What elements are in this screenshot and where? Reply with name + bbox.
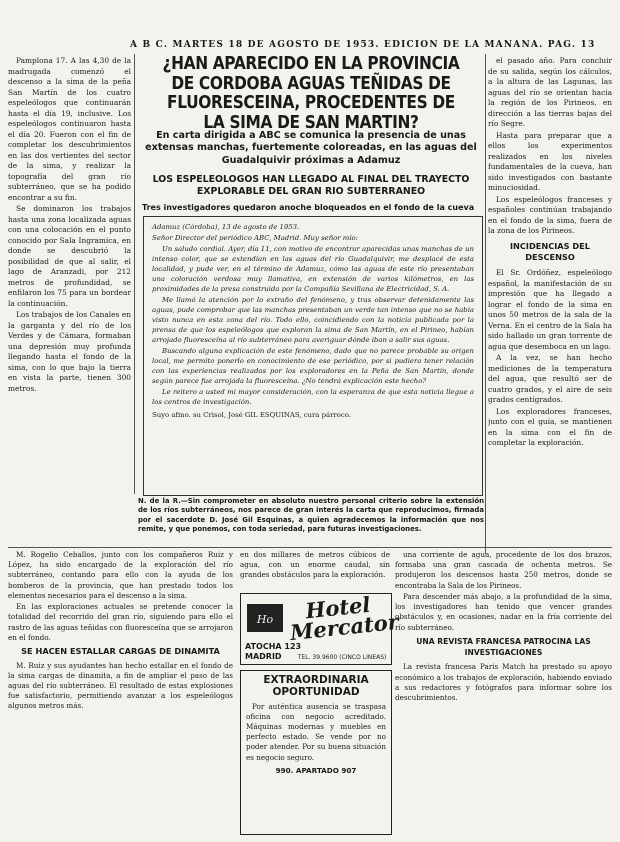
article-paragraph: M. Ruiz y sus ayudantes han hecho estallar en el fondo de la sima cargas de dinamita, a fin de ampliar el paso de las aguas del río subterráneo. El resultado de estas explosiones fue satisfactorio, permitiendo avanzar a los espeleólogos algunos metros más. — [8, 660, 233, 711]
right-section-head: INCIDENCIAS DEL DESCENSO — [510, 240, 590, 263]
letter-paragraph: Buscando alguna explicación de este fenómeno, dado que no parece probable su origen local, me permito ponerlo en conocimiento de ese periódico, por si pudiera tener relación con las experiencias realizadas por los exploradores en la Peña de San Martín, donde según parece fue arrojada la fluoresceína. ¿No tendrá explicación este hecho? — [152, 347, 474, 385]
section-head: SE HACEN ESTALLAR CARGAS DE DINAMITA — [21, 645, 220, 656]
ad-body: Por auténtica ausencia se traspasa oficina con negocio acreditado. Máquinas modernas y muebles en perfecto estado. Se vende por no poder atender. Por su buena situación es negocio seguro. — [246, 702, 386, 762]
article-paragraph: En las exploraciones actuales se pretende conocer la totalidad del recorrido del gran río, siguiendo para ello el rastro de las aguas teñidas con fluoresceína que se arrojaron en el fondo. — [8, 602, 233, 642]
main-headline: ¿HAN APARECIDO EN LA PROVINCIA DE CORDOBA AGUAS TEÑIDAS DE FLUORESCEINA, PROCEDENTES DE LA SIMA DE SAN MARTIN? — [162, 54, 460, 133]
letter-paragraph: Me llamó la atención por lo extraño del fenómeno, y tras observar detenidamente las aguas, pude comprobar que las manchas presentaban un verde tan intenso que no se había visto nunca en esta zona del río. Todo ello, coincidiendo con la noticia publicada por la prensa de que los espeleólogos que exploran la sima de San Martín, en el Pirineo, habían arrojado fluoresceína al río subterráneo para averiguar dónde iban a salir sus aguas. — [152, 296, 474, 344]
right-paragraph: Hasta para preparar que a ellos los experimentos realizados en los niveles fundamentales de la cueva, han sido investigados con bastante minuciosidad. — [488, 130, 612, 193]
opportunity-advertisement — [240, 670, 392, 835]
hotel-street: ATOCHA 123 — [245, 642, 302, 651]
article-paragraph: una corriente de agua, procedente de los dos brazos, formaba una gran cascada de ochenta metros. Se produjeron los descensos hasta 250 metros, donde se encontraba la Sala de los Pirineos. — [395, 550, 612, 590]
article-paragraph: M. Rogelio Ceballos, junto con los compañeros Ruiz y López, ha sido encargado de la exploración del río subterráneo, contando para ello con la ayuda de los bomberos de la provincia, que han prestado todos los elementos necesarios para el descenso a la sima. — [8, 550, 233, 600]
letter-paragraph: Un saludo cordial. Ayer, día 11, con motivo de encontrar aparecidas unas manchas de un intenso color, que se extendían en las aguas del río Guadalquivir, me desplacé de esta localidad, y pude ver, en el término de Adamuz, cómo las aguas de este río presentaban una coloración verdosa muy llamativa, en extensión de varios kilómetros, en las proximidades de la presa construida por la Compañía Sevillana de Electricidad, S. A. — [152, 245, 474, 293]
letter-salutation: Señor Director del periódico ABC, Madrid. Muy señor mío: — [152, 234, 358, 242]
svg-text:Ho: Ho — [256, 613, 274, 626]
letter-paragraph: Le reitero a usted mi mayor consideración, con la esperanza de que esta noticia llegue a los centros de investigación. — [152, 388, 474, 406]
ad-apartado: 990. APARTADO 907 — [275, 765, 357, 775]
hotel-city: MADRID — [245, 651, 282, 661]
article-paragraph: La revista francesa Paris Match ha prestado su apoyo económico a los trabajos de exploración, habiendo enviado a sus redactores y fotógrafos para informar sobre los descubrimientos. — [395, 662, 612, 702]
middle-snippet: en dos millares de metros cúbicos de agua, con un enorme caudal, sin grandes obstáculos para la exploración. — [240, 550, 390, 580]
right-paragraph: El Sr. Ordóñez, espeleólogo español, la manifestación de su impresión que ha llegado a lograr el fondo de la sima en unos 50 metros de la sala de la Verna. En el centro de la Sala ha sido hallado un gran torrente de agua que desemboca en un lago. — [488, 268, 612, 351]
lower-left-article — [8, 550, 233, 713]
left-column — [8, 56, 131, 546]
hotel-phone: TEL. 39.9600 (CINCO LINEAS) — [297, 653, 387, 661]
left-paragraph: Los trabajos de los Canales en la garganta y del río de los Verdes y de Cámara, formaban una depresión muy profunda llegando hasta el fondo de la sima, con lo que bajo la tierra en vista la parte, tienen 300 metros. — [8, 310, 131, 393]
column-rule — [485, 54, 486, 554]
column-rule — [134, 54, 135, 494]
left-paragraph: Se dominaron los trabajos hasta una zona localizada aguas con una colocación en el punto conocido por Sala Ingramica, en donde se descubrió la posibilidad de que al salir, el lago de Aranzadi, por 212 metros de profundidad, se enfilaron los 75 para un bordear la continuación. — [8, 204, 131, 308]
hotel-advertisement — [240, 591, 400, 665]
right-paragraph: Los espeleólogos franceses y españoles continúan trabajando en el fondo de la sima, fuera de la zona de los Pirineos. — [488, 194, 612, 236]
letter-box — [143, 216, 483, 496]
subhead: LOS ESPELEOLOGOS HAN LLEGADO AL FINAL DEL TRAYECTO EXPLORABLE DEL GRAN RIO SUBTERRANEO — [152, 174, 470, 197]
running-head: A B C. MARTES 18 DE AGOSTO DE 1953. EDICION DE LA MAÑANA. PAG. 13 — [130, 40, 596, 50]
article-paragraph: Para descender más abajo, a la profundidad de la sima, los investigadores han tenido que vencer grandes obstáculos y, en ocasiones, nadar en la fría corriente del río subterráneo. — [395, 591, 612, 632]
letter-signature: Suyo afmo. su Crisol, José GIL ESQUINAS, cura párroco. — [152, 411, 351, 419]
kicker: Tres investigadores quedaron anoche bloqueados en el fondo de la cueva — [142, 203, 475, 212]
hotel-name: Hotel Mercator — [288, 591, 400, 646]
editor-note: N. de la R.—Sin comprometer en absoluto nuestro personal criterio sobre la extensión de los ríos subterráneos, nos parece de gran interés la carta que reproducimos, firmada por el sacerdote D. José Gil Esquinas, a quien agradecemos la información que nos remite, y que ponemos, con toda seriedad, para futuras investigaciones. — [138, 497, 484, 533]
ad-title: EXTRAORDINARIA OPORTUNIDAD — [263, 674, 369, 699]
letter-dateline: Adamuz (Córdoba), 13 de agosto de 1953. — [152, 223, 300, 231]
right-paragraph: Los exploradores franceses, junto con el guía, se mantienen en la sima con el fin de completar la exploración. — [488, 406, 612, 448]
left-paragraph: Pamplona 17. A las 4,30 de la madrugada comenzó el descenso a la sima de la peña San Martín de los cuatro espeleólogos que continuarán hasta el día 19, inclusive. Los espeleólogos continuaron hasta el día 20. Fueron con el fin de completar los descubrimientos en las dos vertientes del sector de la sima, y realizar la topografía del gran río subterráneo, que se ha podido encontrar a su fin. — [8, 56, 131, 202]
hotel-logo-icon — [245, 598, 285, 638]
section-head: UNA REVISTA FRANCESA PATROCINA LAS INVESTIGACIONES — [416, 636, 591, 657]
right-paragraph: A la vez, se han hecho mediciones de la temperatura del agua, que resultó ser de cuatro grados, y el aire de seis grados centígrados. — [488, 353, 612, 405]
deck: En carta dirigida a ABC se comunica la presencia de unas extensas manchas, fuertemente coloreadas, en las aguas del Guadalquivir próximas a Adamuz — [145, 130, 477, 166]
lower-right-article — [395, 550, 612, 704]
hotel-address-block — [245, 642, 389, 661]
right-paragraph: el pasado año. Para concluir de su salida, según los cálculos, a la altura de las Lagunas, las aguas del río se orientan hacia la región de los Pirineos, en dirección a las tierras bajas del río Segre. — [488, 56, 612, 129]
